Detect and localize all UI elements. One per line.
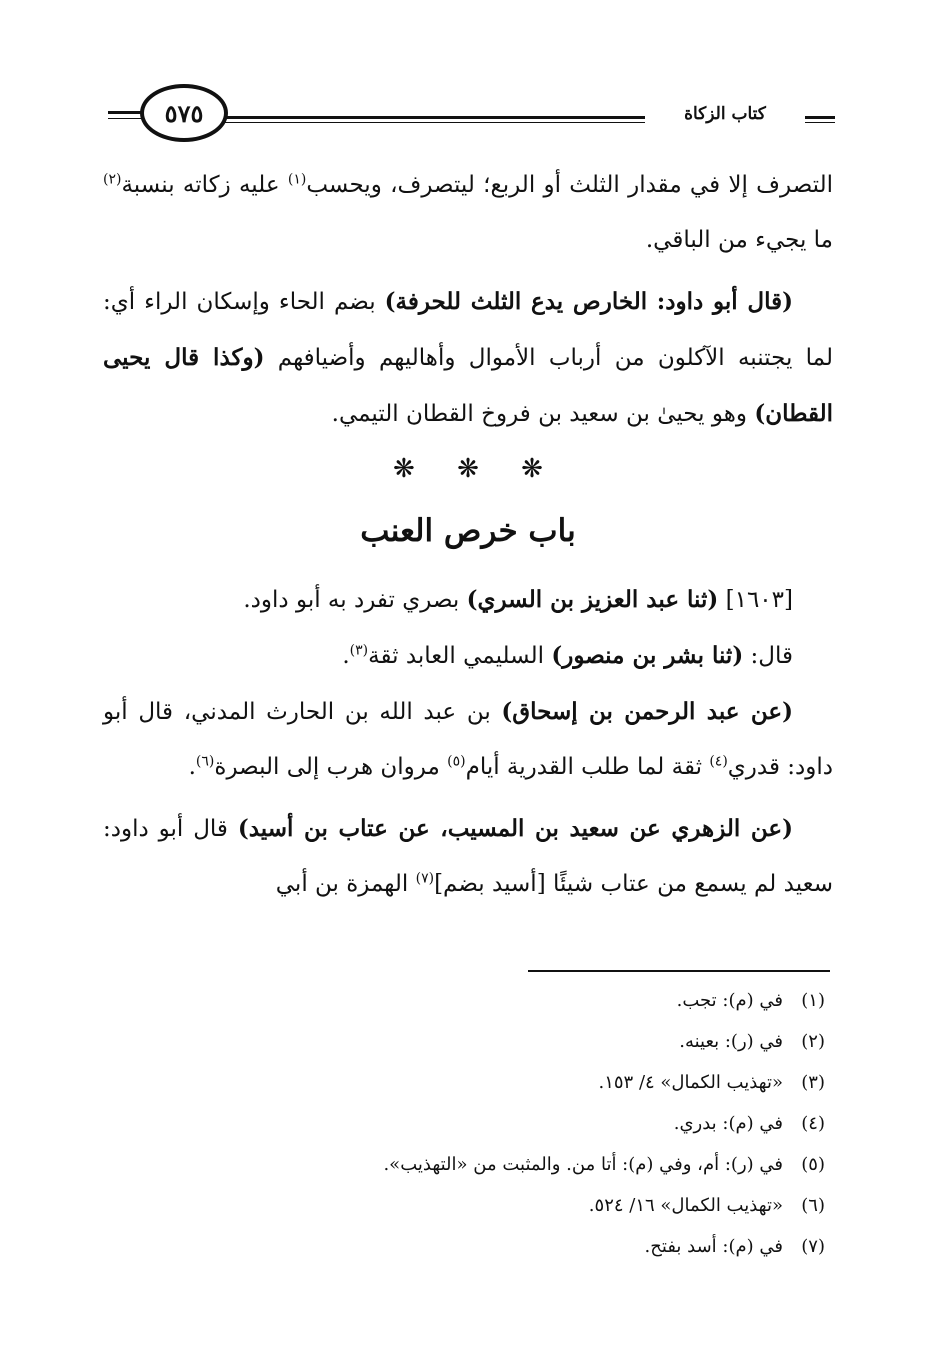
bold-text: (وكذا قال يحيى القطان) <box>103 344 833 427</box>
footnote-ref: (٣) <box>349 642 369 659</box>
text-run: ثقة لما طلب القدرية أيام <box>465 754 710 780</box>
footnote-number: (٣) <box>801 1072 825 1093</box>
main-text <box>103 158 833 912</box>
paragraph <box>103 801 833 912</box>
footnote-ref: (٢) <box>103 171 122 188</box>
text-run: ما يجيء من الباقي. <box>645 227 833 253</box>
footnote-ref: (٦) <box>195 753 215 770</box>
bold-text: (ثنا بشر بن منصور) <box>551 642 744 669</box>
footnote-number: (٦) <box>801 1195 825 1216</box>
footnote-text: «تهذيب الكمال» ١٦/ ٥٢٤. <box>588 1195 783 1216</box>
hadith-number: [١٦٠٣] <box>718 587 793 613</box>
running-title: كتاب الزكاة <box>645 104 805 124</box>
footnote-ref: (٤) <box>709 753 728 770</box>
text-run: بن عبد الله بن الحارث المدني، قال أبو داود: قدري <box>103 699 833 780</box>
footnote-number: (٤) <box>801 1113 825 1134</box>
footnote-text: في (م): أسد بفتح. <box>644 1236 783 1257</box>
footnote-item <box>200 1144 825 1185</box>
page-header <box>0 0 943 160</box>
footnote-ref: (٥) <box>447 753 466 770</box>
text-run: الهمزة بن أبي <box>275 871 416 897</box>
footnote-number: (٧) <box>801 1236 825 1257</box>
text-run: وهو يحيىٰ بن سعيد بن فروخ القطان التيمي. <box>331 401 755 427</box>
footnote-number: (٥) <box>801 1154 825 1175</box>
paragraph <box>103 684 833 795</box>
footnote-text: «تهذيب الكمال» ٤/ ١٥٣. <box>598 1072 783 1093</box>
paragraph <box>103 628 833 684</box>
footnote-item <box>200 1185 825 1226</box>
paragraph <box>103 274 833 442</box>
bold-text: (عن الزهري عن سعيد بن المسيب، عن عتاب بن أسيد) <box>237 815 793 842</box>
footnotes <box>200 980 825 1267</box>
header-rule-left-thin <box>108 118 143 119</box>
text-run: . <box>342 643 350 669</box>
footnote-divider <box>528 970 830 972</box>
footnote-item <box>200 1062 825 1103</box>
footnote-number: (١) <box>801 990 825 1011</box>
text-run: السليمي العابد ثقة <box>368 643 552 669</box>
paragraph <box>103 572 833 628</box>
footnote-text: في (م): بدري. <box>673 1113 783 1134</box>
footnote-ref: (٧) <box>415 870 435 887</box>
text-run: . <box>188 754 196 780</box>
footnote-text: في (م): تجب. <box>676 990 783 1011</box>
footnote-text: في (ر): أم، وفي (م): أتا من. والمثبت من «التهذيب». <box>383 1154 783 1175</box>
footnote-item <box>200 1021 825 1062</box>
header-rule-left <box>108 111 143 114</box>
text-run: مروان هرب إلى البصرة <box>214 754 448 780</box>
chapter-title: باب خرص العنب <box>360 513 576 549</box>
text-run: عليه زكاته بنسبة <box>121 172 288 198</box>
page-number: ٥٧٥ <box>140 84 228 142</box>
text-run: بضم الحاء وإسكان الراء أي: لما يجتنبه الآكلون من أرباب الأموال وأهاليهم وأضيافهم <box>103 289 833 371</box>
bold-text: (قال أبو داود: الخارص يدع الثلث للحرفة) <box>384 288 793 315</box>
footnote-item <box>200 980 825 1021</box>
footnote-text: في (ر): بعينه. <box>679 1031 783 1052</box>
footnote-ref: (١) <box>287 171 307 188</box>
paragraph <box>103 158 833 268</box>
text-run: بصري تفرد به أبو داود. <box>243 587 467 613</box>
text-run: قال أبو داود: سعيد لم يسمع من عتاب شيئًا [أسيد بضم] <box>103 816 833 897</box>
bold-text: (ثنا عبد العزيز بن السري) <box>466 586 719 613</box>
footnote-item <box>200 1103 825 1144</box>
footnote-item <box>200 1226 825 1267</box>
bold-text: (عن عبد الرحمن بن إسحاق) <box>501 698 793 725</box>
section-separator: ❋ ❋ ❋ <box>393 454 543 484</box>
text-run: التصرف إلا في مقدار الثلث أو الربع؛ ليتصرف، ويحسب <box>306 172 833 198</box>
footnote-number: (٢) <box>801 1031 825 1052</box>
text-run: قال: <box>743 643 793 669</box>
